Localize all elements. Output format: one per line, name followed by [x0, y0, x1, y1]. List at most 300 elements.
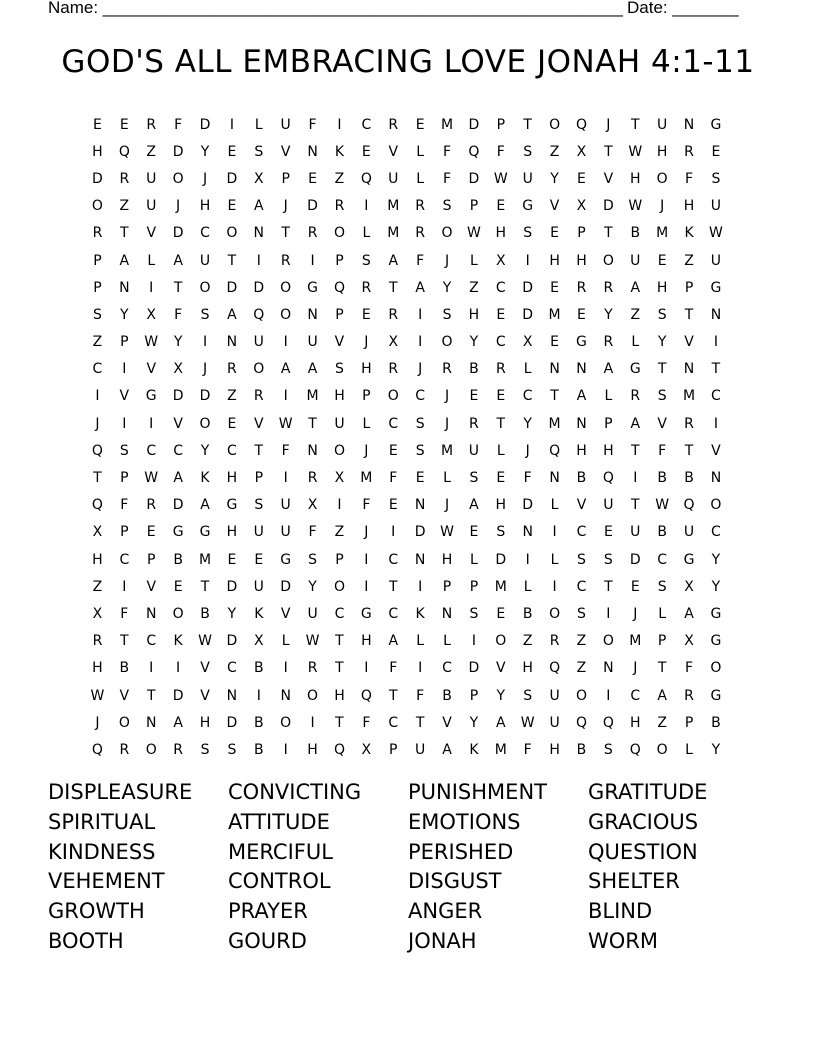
- grid-letter: O: [280, 306, 292, 323]
- word-list-item: GRACIOUS: [588, 809, 699, 834]
- grid-letter: S: [254, 497, 264, 514]
- grid-letter: W: [628, 198, 643, 215]
- grid-row: [84, 274, 730, 301]
- grid-letter: Y: [442, 279, 452, 296]
- grid-row: [84, 600, 730, 627]
- grid-letter: A: [388, 633, 399, 650]
- grid-letter: W: [278, 415, 293, 432]
- grid-letter: N: [307, 143, 318, 160]
- grid-letter: Y: [550, 170, 559, 187]
- grid-letter: D: [495, 551, 507, 568]
- grid-letter: I: [310, 252, 315, 269]
- word-list-item: DISPLEASURE: [48, 780, 193, 804]
- grid-letter: A: [173, 714, 183, 731]
- grid-letter: C: [200, 225, 210, 242]
- grid-letter: U: [522, 170, 533, 187]
- grid-letter: E: [630, 578, 640, 595]
- grid-letter: E: [469, 388, 479, 405]
- grid-letter: F: [120, 605, 129, 622]
- grid-letter: D: [199, 116, 211, 133]
- grid-letter: S: [577, 551, 586, 568]
- grid-letter: A: [254, 198, 264, 215]
- grid-letter: I: [256, 252, 261, 269]
- grid-letter: X: [334, 470, 345, 487]
- grid-letter: M: [387, 198, 400, 215]
- grid-letter: Z: [549, 143, 560, 160]
- grid-letter: G: [226, 497, 238, 514]
- word-list-item: CONVICTING: [228, 780, 362, 804]
- grid-letter: U: [630, 252, 641, 269]
- grid-letter: U: [199, 252, 211, 269]
- grid-letter: G: [360, 605, 372, 622]
- grid-letter: L: [631, 334, 640, 351]
- grid-letter: P: [254, 470, 264, 487]
- grid-letter: U: [549, 714, 560, 731]
- grid-letter: E: [415, 116, 425, 133]
- grid-letter: J: [444, 415, 450, 432]
- grid-letter: O: [656, 170, 668, 187]
- grid-letter: E: [550, 225, 560, 242]
- grid-letter: U: [253, 524, 264, 541]
- grid-letter: V: [496, 660, 506, 677]
- grid-letter: Z: [630, 306, 641, 323]
- grid-letter: I: [364, 660, 369, 677]
- grid-letter: H: [576, 442, 587, 459]
- grid-letter: S: [335, 361, 344, 378]
- grid-letter: S: [523, 143, 533, 160]
- grid-letter: M: [360, 470, 373, 487]
- grid-row: [84, 546, 730, 573]
- grid-letter: Q: [118, 143, 130, 160]
- word-list-item: PRAYER: [228, 899, 308, 924]
- grid-letter: H: [656, 143, 668, 160]
- grid-letter: V: [146, 361, 157, 378]
- grid-letter: L: [685, 741, 693, 758]
- grid-letter: M: [629, 633, 642, 650]
- grid-letter: F: [685, 660, 694, 677]
- grid-letter: G: [683, 551, 695, 568]
- grid-letter: D: [414, 524, 426, 541]
- grid-letter: V: [657, 415, 667, 432]
- grid-row: [84, 383, 730, 410]
- grid-letter: I: [283, 660, 288, 677]
- grid-letter: W: [520, 714, 535, 731]
- grid-letter: Z: [92, 334, 103, 351]
- grid-letter: T: [388, 279, 398, 296]
- grid-letter: W: [440, 524, 454, 541]
- grid-letter: I: [418, 306, 423, 323]
- grid-letter: L: [443, 633, 451, 650]
- grid-letter: R: [576, 279, 587, 296]
- grid-letter: C: [388, 415, 399, 432]
- grid-letter: M: [440, 116, 454, 133]
- grid-letter: H: [361, 361, 372, 378]
- grid-letter: F: [658, 442, 667, 459]
- grid-letter: S: [200, 741, 210, 758]
- grid-letter: S: [415, 415, 425, 432]
- grid-letter: Z: [576, 660, 587, 677]
- grid-letter: R: [603, 334, 614, 351]
- grid-letter: S: [603, 551, 613, 568]
- grid-letter: I: [606, 605, 611, 622]
- grid-letter: U: [388, 170, 399, 187]
- grid-letter: O: [575, 687, 587, 704]
- grid-letter: D: [468, 170, 480, 187]
- grid-letter: J: [364, 442, 369, 459]
- grid-letter: T: [630, 442, 640, 459]
- grid-letter: E: [415, 470, 425, 487]
- grid-letter: U: [710, 252, 722, 269]
- grid-letter: N: [522, 524, 533, 541]
- word-list-item: ATTITUDE: [228, 809, 330, 834]
- grid-letter: N: [307, 442, 318, 459]
- grid-letter: A: [496, 714, 506, 731]
- grid-letter: S: [523, 225, 533, 242]
- grid-letter: J: [633, 660, 638, 677]
- grid-letter: A: [415, 279, 425, 296]
- grid-letter: R: [307, 660, 318, 677]
- grid-letter: G: [576, 334, 587, 351]
- grid-letter: L: [147, 252, 156, 269]
- grid-letter: F: [496, 143, 505, 160]
- grid-letter: X: [684, 633, 694, 650]
- grid-letter: T: [335, 633, 344, 650]
- worksheet-header: [48, 0, 748, 20]
- grid-letter: Q: [360, 687, 372, 704]
- grid-letter: J: [176, 198, 181, 215]
- grid-letter: W: [709, 225, 723, 242]
- grid-letter: X: [173, 361, 183, 378]
- grid-letter: N: [576, 415, 587, 432]
- grid-row: [84, 464, 730, 491]
- grid-letter: G: [710, 116, 722, 133]
- grid-letter: I: [364, 198, 369, 215]
- grid-letter: L: [416, 633, 425, 650]
- grid-letter: W: [90, 687, 105, 704]
- grid-letter: V: [146, 578, 157, 595]
- grid-letter: L: [604, 388, 613, 405]
- grid-letter: C: [173, 442, 183, 459]
- grid-letter: W: [144, 470, 159, 487]
- grid-letter: A: [603, 361, 614, 378]
- grid-letter: H: [226, 470, 238, 487]
- grid-letter: T: [604, 143, 613, 160]
- grid-letter: T: [684, 442, 694, 459]
- grid-letter: N: [307, 306, 318, 323]
- grid-row: [84, 682, 730, 709]
- grid-letter: C: [576, 578, 587, 595]
- grid-letter: S: [469, 605, 479, 622]
- grid-letter: E: [496, 605, 506, 622]
- grid-letter: O: [280, 279, 292, 296]
- grid-letter: B: [253, 741, 264, 758]
- word-list-item: PERISHED: [408, 839, 514, 864]
- grid-letter: K: [254, 605, 264, 622]
- grid-letter: G: [710, 605, 722, 622]
- grid-letter: E: [496, 306, 506, 323]
- grid-letter: J: [525, 442, 530, 459]
- grid-letter: P: [684, 714, 694, 731]
- grid-letter: P: [120, 470, 129, 487]
- word-list-item: PUNISHMENT: [408, 780, 547, 804]
- grid-letter: R: [469, 415, 479, 432]
- grid-letter: J: [202, 361, 208, 378]
- grid-letter: Y: [308, 578, 317, 595]
- grid-row: [84, 301, 730, 328]
- grid-letter: I: [337, 497, 342, 514]
- grid-letter: R: [146, 497, 157, 514]
- grid-letter: P: [604, 415, 613, 432]
- grid-letter: C: [388, 605, 399, 622]
- word-list-item: VEHEMENT: [48, 869, 165, 894]
- grid-letter: Z: [334, 524, 345, 541]
- grid-letter: V: [549, 198, 560, 215]
- grid-letter: F: [442, 170, 452, 187]
- grid-letter: N: [549, 470, 560, 487]
- grid-letter: Y: [711, 578, 721, 595]
- grid-letter: Z: [334, 170, 345, 187]
- grid-letter: D: [629, 551, 641, 568]
- grid-letter: M: [306, 388, 319, 405]
- grid-letter: H: [629, 170, 641, 187]
- grid-letter: C: [227, 660, 237, 677]
- grid-letter: Q: [333, 741, 345, 758]
- grid-letter: O: [602, 633, 614, 650]
- word-list-item: DISGUST: [408, 869, 502, 894]
- grid-letter: H: [522, 660, 533, 677]
- grid-letter: U: [280, 524, 291, 541]
- grid-letter: I: [202, 334, 208, 351]
- grid-letter: Y: [604, 306, 613, 323]
- grid-letter: F: [362, 497, 371, 514]
- grid-letter: Q: [468, 143, 480, 160]
- word-list-item: BLIND: [588, 899, 653, 924]
- grid-letter: N: [226, 687, 238, 704]
- grid-letter: I: [364, 578, 369, 595]
- grid-letter: Q: [91, 741, 103, 758]
- grid-letter: I: [606, 687, 611, 704]
- grid-letter: I: [525, 551, 530, 568]
- grid-letter: P: [496, 116, 506, 133]
- grid-letter: Q: [253, 306, 265, 323]
- grid-letter: S: [308, 551, 318, 568]
- grid-letter: V: [334, 334, 345, 351]
- grid-letter: C: [711, 524, 721, 541]
- grid-letter: Y: [200, 442, 210, 459]
- word-list-item: BOOTH: [48, 928, 124, 953]
- grid-letter: P: [657, 633, 667, 650]
- grid-letter: A: [469, 497, 479, 514]
- grid-letter: N: [603, 660, 614, 677]
- word-list-item: KINDNESS: [48, 839, 156, 864]
- grid-letter: O: [145, 741, 157, 758]
- grid-letter: J: [633, 605, 638, 622]
- grid-letter: W: [493, 170, 508, 187]
- grid-letter: E: [173, 578, 183, 595]
- grid-letter: N: [145, 605, 157, 622]
- grid-letter: R: [549, 633, 560, 650]
- grid-letter: O: [199, 279, 211, 296]
- grid-letter: B: [657, 524, 667, 541]
- word-list-item: CONTROL: [228, 869, 331, 894]
- grid-letter: U: [307, 334, 318, 351]
- grid-row: [84, 220, 730, 247]
- grid-row: [84, 736, 730, 763]
- grid-letter: R: [334, 198, 345, 215]
- grid-letter: V: [200, 660, 210, 677]
- grid-letter: Q: [333, 279, 345, 296]
- grid-letter: R: [388, 116, 399, 133]
- grid-letter: S: [496, 524, 506, 541]
- grid-letter: K: [200, 470, 210, 487]
- grid-letter: K: [684, 225, 694, 242]
- grid-letter: C: [522, 388, 533, 405]
- grid-letter: G: [629, 361, 641, 378]
- grid-letter: B: [119, 660, 130, 677]
- grid-letter: B: [173, 551, 183, 568]
- word-list-item: GOURD: [228, 928, 307, 953]
- grid-letter: J: [444, 497, 450, 514]
- word-list-item: QUESTION: [588, 839, 698, 864]
- grid-letter: H: [549, 252, 560, 269]
- grid-letter: V: [119, 388, 130, 405]
- grid-letter: L: [362, 415, 371, 432]
- grid-letter: C: [119, 551, 130, 568]
- grid-letter: B: [684, 470, 694, 487]
- grid-letter: W: [305, 633, 320, 650]
- grid-letter: U: [146, 170, 157, 187]
- grid-letter: V: [684, 334, 694, 351]
- grid-row: [84, 247, 730, 274]
- grid-letter: E: [227, 551, 237, 568]
- grid-letter: N: [280, 687, 291, 704]
- grid-letter: L: [470, 551, 478, 568]
- grid-letter: O: [441, 334, 453, 351]
- grid-letter: K: [173, 633, 183, 650]
- grid-letter: A: [684, 605, 694, 622]
- grid-letter: D: [92, 170, 103, 187]
- grid-letter: S: [415, 442, 425, 459]
- grid-letter: V: [280, 605, 291, 622]
- grid-letter: I: [713, 415, 718, 432]
- word-list-item: SPIRITUAL: [48, 809, 156, 834]
- grid-letter: E: [603, 524, 613, 541]
- grid-letter: Y: [469, 714, 479, 731]
- grid-letter: D: [172, 497, 184, 514]
- grid-letter: C: [146, 633, 157, 650]
- grid-letter: N: [414, 551, 426, 568]
- grid-letter: E: [469, 524, 479, 541]
- grid-letter: A: [307, 361, 318, 378]
- grid-letter: O: [441, 225, 453, 242]
- grid-letter: J: [202, 170, 208, 187]
- grid-letter: H: [468, 306, 480, 323]
- grid-letter: M: [198, 551, 212, 568]
- grid-letter: R: [146, 116, 157, 133]
- grid-row: [84, 437, 730, 464]
- grid-letter: B: [442, 687, 452, 704]
- grid-letter: N: [576, 361, 587, 378]
- grid-letter: F: [523, 741, 532, 758]
- grid-letter: S: [657, 578, 667, 595]
- grid-letter: Y: [711, 741, 721, 758]
- grid-letter: P: [120, 334, 129, 351]
- grid-letter: T: [200, 578, 210, 595]
- word-list-item: EMOTIONS: [408, 809, 521, 834]
- grid-letter: I: [95, 388, 100, 405]
- grid-letter: Q: [91, 442, 103, 459]
- date-line: Date: _______: [627, 0, 739, 17]
- grid-letter: I: [391, 524, 396, 541]
- grid-letter: I: [552, 578, 557, 595]
- grid-letter: P: [120, 524, 129, 541]
- grid-letter: J: [418, 361, 423, 378]
- grid-letter: R: [173, 741, 183, 758]
- grid-letter: O: [387, 388, 399, 405]
- grid-letter: G: [710, 633, 722, 650]
- grid-letter: J: [364, 334, 369, 351]
- grid-letter: X: [576, 143, 587, 160]
- grid-letter: C: [146, 442, 157, 459]
- grid-row: [84, 356, 730, 383]
- grid-letter: N: [119, 279, 130, 296]
- grid-letter: J: [444, 388, 450, 405]
- grid-letter: H: [495, 497, 507, 514]
- grid-letter: R: [227, 361, 237, 378]
- grid-letter: S: [254, 143, 264, 160]
- grid-letter: C: [495, 279, 506, 296]
- grid-letter: W: [144, 334, 159, 351]
- grid-letter: E: [657, 252, 667, 269]
- grid-letter: D: [522, 306, 534, 323]
- grid-letter: J: [660, 198, 665, 215]
- grid-letter: L: [523, 361, 532, 378]
- grid-row: [84, 628, 730, 655]
- grid-letter: R: [684, 687, 694, 704]
- grid-letter: I: [337, 116, 342, 133]
- grid-letter: X: [684, 578, 694, 595]
- grid-letter: G: [172, 524, 184, 541]
- grid-letter: Z: [576, 633, 587, 650]
- grid-letter: B: [657, 470, 667, 487]
- grid-letter: O: [710, 497, 722, 514]
- grid-letter: G: [307, 279, 318, 296]
- grid-letter: V: [442, 714, 452, 731]
- grid-letter: L: [362, 225, 371, 242]
- grid-letter: T: [388, 687, 398, 704]
- grid-letter: C: [442, 660, 452, 677]
- grid-letter: Q: [602, 470, 614, 487]
- grid-letter: H: [92, 660, 103, 677]
- grid-letter: M: [656, 225, 669, 242]
- grid-letter: F: [523, 470, 532, 487]
- grid-letter: D: [280, 578, 292, 595]
- grid-letter: H: [361, 633, 372, 650]
- grid-letter: A: [119, 252, 130, 269]
- grid-letter: A: [173, 470, 183, 487]
- grid-letter: I: [283, 741, 288, 758]
- grid-letter: N: [145, 714, 157, 731]
- grid-letter: I: [310, 714, 315, 731]
- grid-letter: K: [415, 605, 425, 622]
- grid-letter: O: [333, 442, 345, 459]
- grid-letter: T: [523, 116, 532, 133]
- grid-letter: I: [418, 660, 423, 677]
- grid-letter: P: [281, 170, 290, 187]
- grid-letter: M: [387, 225, 400, 242]
- grid-letter: F: [174, 306, 183, 323]
- grid-letter: D: [172, 687, 184, 704]
